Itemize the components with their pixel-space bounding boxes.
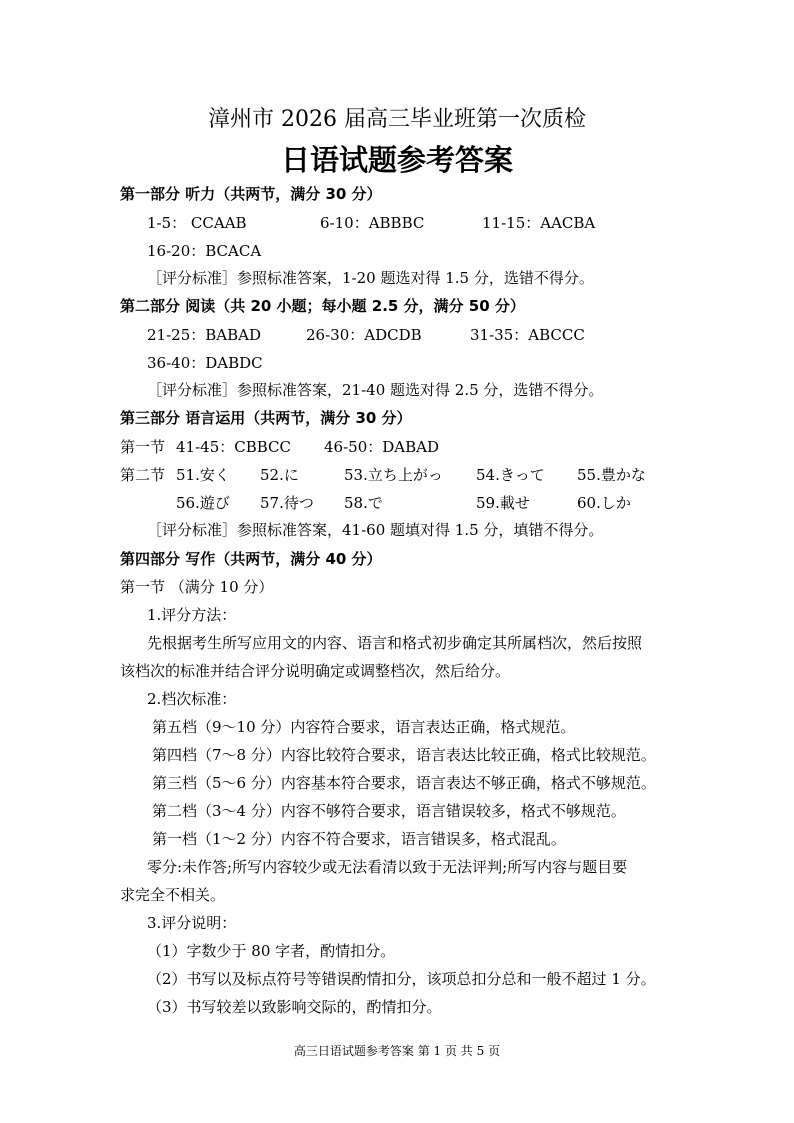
- zero-score-text: 零分:未作答;所写内容较少或无法看清以致于无法评判;所写内容与题目要: [147, 858, 628, 876]
- part2-heading: 第二部分 阅读（共 20 小题；每小题 2.5 分，满分 50 分）: [120, 297, 525, 315]
- level-item: 第五档（9～10 分）内容符合要求，语言表达正确，格式规范。: [152, 718, 576, 736]
- page-footer: 高三日语试题参考答案 第 1 页 共 5 页: [293, 1044, 501, 1058]
- note-item: （1）字数少于 80 字者，酌情扣分。: [147, 942, 396, 960]
- answer-group: 36-40：DABDC: [147, 354, 263, 372]
- exam-title: 漳州市 2026 届高三毕业班第一次质检: [208, 107, 586, 132]
- answer-group: 1-5： CCAAB: [147, 214, 247, 232]
- scoring-criteria: ［评分标准］参照标准答案，21-40 题选对得 2.5 分，选错不得分。: [147, 381, 604, 399]
- answer-group: 41-45：CBBCC: [176, 438, 291, 456]
- fill-answer: 54.きって: [476, 466, 545, 484]
- section-label: 第二节: [120, 466, 166, 484]
- note-item: （2）书写以及标点符号等错误酌情扣分，该项总扣分总和一般不超过 1 分。: [147, 970, 656, 988]
- answer-group: 16-20：BCACA: [147, 242, 262, 260]
- part4-heading: 第四部分 写作（共两节，满分 40 分）: [120, 550, 382, 568]
- section-label: 第一节: [120, 438, 166, 456]
- notes-title: 3.评分说明：: [147, 914, 237, 932]
- fill-answer: 58.で: [344, 494, 383, 512]
- section-label: 第一节 （满分 10 分）: [120, 578, 274, 596]
- fill-answer: 60.しか: [577, 494, 631, 512]
- level-item: 第三档（5～6 分）内容基本符合要求，语言表达不够正确，格式不够规范。: [152, 774, 656, 792]
- zero-score-text: 求完全不相关。: [120, 886, 226, 904]
- method-text: 该档次的标准并结合评分说明确定或调整档次，然后给分。: [120, 662, 511, 680]
- fill-answer: 59.載せ: [476, 494, 530, 512]
- answer-group: 6-10：ABBBC: [320, 214, 425, 232]
- fill-answer: 52.に: [260, 466, 299, 484]
- part3-heading: 第三部分 语言运用（共两节，满分 30 分）: [120, 409, 412, 427]
- fill-answer: 53.立ち上がっ: [344, 466, 443, 484]
- answer-group: 46-50：DABAD: [324, 438, 439, 456]
- scoring-criteria: ［评分标准］参照标准答案，1-20 题选对得 1.5 分，选错不得分。: [147, 269, 594, 287]
- levels-title: 2.档次标准：: [147, 690, 237, 708]
- method-title: 1.评分方法：: [147, 606, 237, 624]
- part1-heading: 第一部分 听力（共两节，满分 30 分）: [120, 185, 382, 203]
- fill-answer: 57.待つ: [260, 494, 314, 512]
- fill-answer: 56.遊び: [176, 494, 230, 512]
- answer-group: 26-30：ADCDB: [306, 326, 422, 344]
- answer-group: 21-25：BABAD: [147, 326, 261, 344]
- answer-key-title: 日语试题参考答案: [280, 143, 513, 177]
- level-item: 第四档（7～8 分）内容比较符合要求，语言表达比较正确，格式比较规范。: [152, 746, 656, 764]
- scoring-criteria: ［评分标准］参照标准答案，41-60 题填对得 1.5 分，填错不得分。: [147, 521, 604, 539]
- note-item: （3）书写较差以致影响交际的，酌情扣分。: [147, 998, 442, 1016]
- answer-group: 31-35：ABCCC: [470, 326, 585, 344]
- fill-answer: 51.安く: [176, 466, 230, 484]
- level-item: 第一档（1～2 分）内容不符合要求，语言错误多，格式混乱。: [152, 830, 566, 848]
- level-item: 第二档（3～4 分）内容不够符合要求，语言错误较多，格式不够规范。: [152, 802, 626, 820]
- method-text: 先根据考生所写应用文的内容、语言和格式初步确定其所属档次，然后按照: [147, 634, 643, 652]
- fill-answer: 55.豊かな: [577, 466, 646, 484]
- answer-group: 11-15：AACBA: [482, 214, 596, 232]
